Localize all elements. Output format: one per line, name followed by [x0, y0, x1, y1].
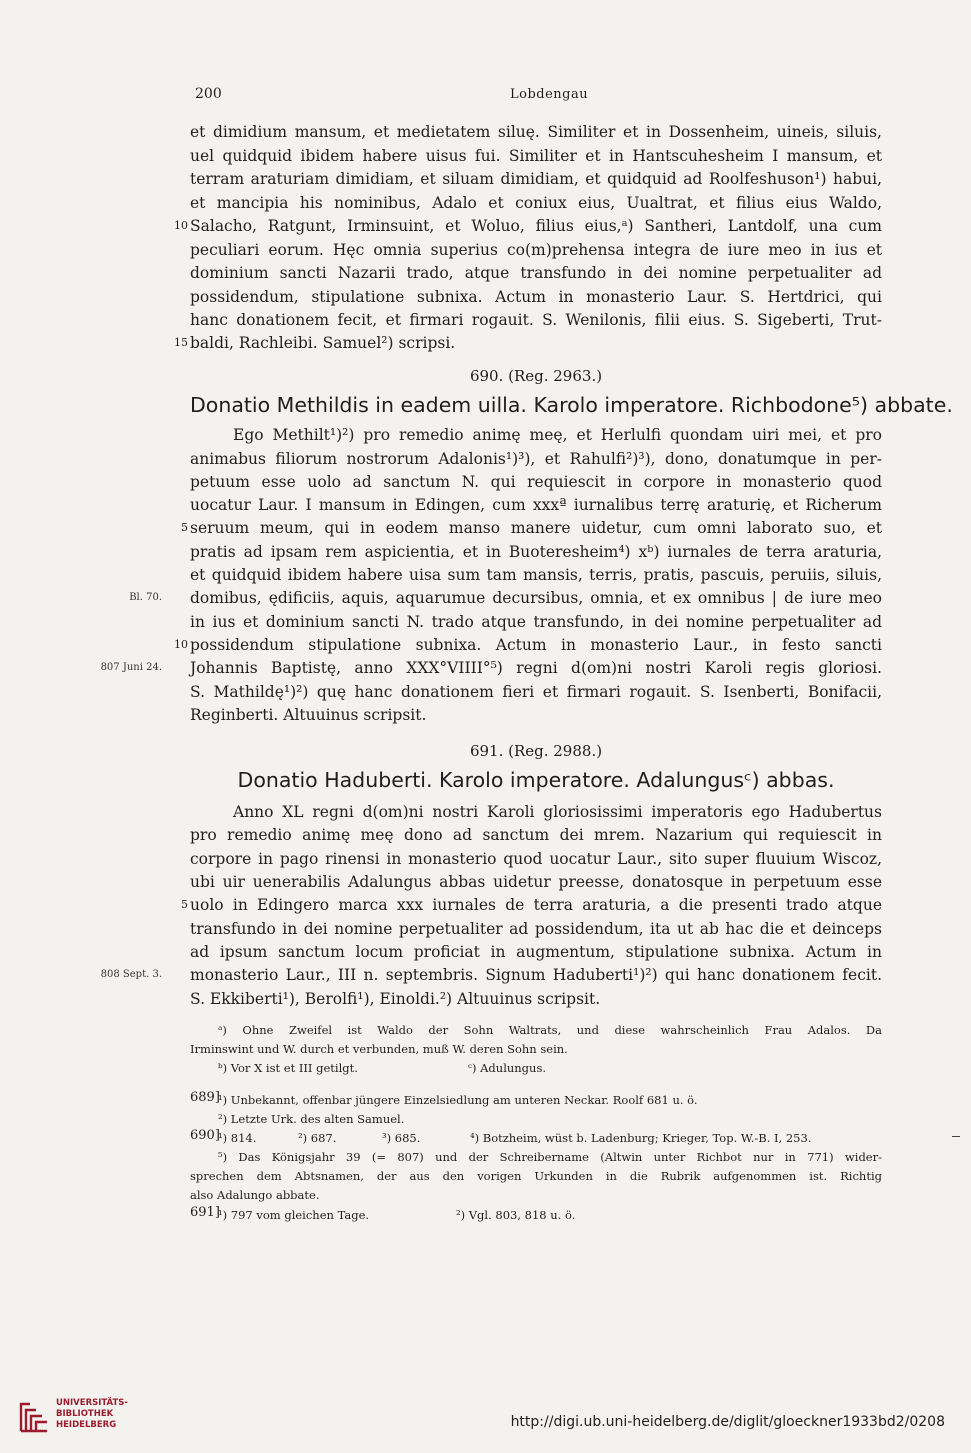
footnote-line: sprechen dem Abtsnamen, der aus den vorigen Urkunden in die Rubrik aufgenommen ist. Richtig [190, 1169, 882, 1183]
text-line: Anno XL regni d(om)ni nostri Karoli gloriosissimi imperatoris ego Hadubertus [233, 803, 882, 821]
footnote-line: ²) 687. [298, 1131, 337, 1145]
text-line: domibus, ędificiis, aquis, aquarumue decursibus, omnia, et ex omnibus | de iure meo [190, 589, 882, 607]
footnote-line: ⁵) Das Königsjahr 39 (= 807) und der Schreibername (Altwin unter Richbot nur in 771) wider- [218, 1150, 882, 1164]
footnote-line: ⁴) Botzheim, wüst b. Ladenburg; Krieger, Top. W.-B. I, 253. [470, 1131, 812, 1145]
note-group-label: 690] [190, 1128, 220, 1143]
document-title: Donatio Methildis in eadem uilla. Karolo imperatore. Richbodone⁵) abbate. [190, 393, 953, 417]
running-title: Lobdengau [510, 87, 589, 102]
text-line: Salacho, Ratgunt, Irminsuint, et Woluo, filius eius,ᵃ) Santheri, Lantdolf, una cum [190, 217, 882, 235]
text-line: Ego Methilt¹)²) pro remedio animę meę, et Herlulfi quondam uiri mei, et pro [233, 426, 882, 444]
text-line: hanc donationem fecit, et firmari rogauit. S. Wenilonis, filii eius. S. Sigeberti, Trut- [190, 311, 882, 329]
footnote-line: Irminswint und W. durch et verbunden, muß W. deren Sohn sein. [190, 1042, 568, 1056]
margin-date-note: 807 Juni 24. [100, 662, 162, 673]
text-line: S. Mathildę¹)²) quę hanc donationem fieri et firmari rogauit. S. Isenberti, Bonifacii, [190, 683, 882, 701]
source-url[interactable]: http://digi.ub.uni-heidelberg.de/diglit/gloeckner1933bd2/0208 [510, 1414, 945, 1430]
library-name-line: BIBLIOTHEK [56, 1409, 114, 1419]
library-name-line: UNIVERSITÄTS- [56, 1398, 128, 1408]
text-line: uel quidquid ibidem habere uisus fui. Similiter et in Hantscuhesheim I mansum, et [190, 147, 882, 165]
line-number: 5 [181, 521, 188, 534]
library-name [56, 1398, 128, 1431]
text-line: baldi, Rachleibi. Samuel²) scripsi. [190, 334, 456, 352]
text-line: S. Ekkiberti¹), Berolfi¹), Einoldi.²) Altuuinus scripsit. [190, 990, 601, 1008]
line-number: 5 [181, 898, 188, 911]
footnote-line: ¹) 814. [218, 1131, 257, 1145]
library-logo-icon [18, 1396, 50, 1434]
text-line: dominium sancti Nazarii trado, atque transfundo in dei nomine perpetualiter ad [190, 264, 882, 282]
text-line: Johannis Baptistę, anno XXX°VIIII°⁵) regni d(om)ni nostri Karoli regis gloriosi. [190, 659, 882, 677]
text-line: corpore in pago rinensi in monasterio quod uocatur Laur., sito super fluuium Wiscoz, [190, 850, 882, 868]
margin-date-note: 808 Sept. 3. [100, 969, 162, 980]
text-line: uocatur Laur. I mansum in Edingen, cum xxxª iurnalibus terrę araturię, et Richerum [190, 496, 882, 514]
text-line: peculiari eorum. Hęc omnia superius co(m)prehensa integra de iure meo in ius et [190, 241, 882, 259]
footnote-line: ³) 685. [382, 1131, 421, 1145]
margin-mark [952, 1136, 960, 1137]
note-group-label: 691] [190, 1205, 220, 1220]
text-line: seruum meum, qui in eodem manso manere uidetur, cum omni laborato suo, et [190, 519, 882, 537]
text-line: ad ipsum sanctum locum proficiat in augmentum, stipulatione subnixa. Actum in [190, 943, 882, 961]
text-line: et mancipia his nominibus, Adalo et coniux eius, Uualtrat, et filius eius Waldo, [190, 194, 882, 212]
document-number: 691. (Reg. 2988.) [469, 742, 603, 760]
footnote-line: also Adalungo abbate. [190, 1188, 320, 1202]
text-line: pro remedio animę meę dono ad sanctum dei mrem. Nazarium qui requiescit in [190, 826, 882, 844]
margin-folio-note: Bl. 70. [129, 592, 162, 603]
text-line: et dimidium mansum, et medietatem siluę. Similiter et in Dossenheim, uineis, siluis, [190, 123, 882, 141]
line-number: 10 [174, 638, 188, 651]
page-number: 200 [195, 86, 222, 102]
footnote-line: ᵃ) Ohne Zweifel ist Waldo der Sohn Waltrats, und diese wahrscheinlich Frau Adalos. Da [218, 1023, 882, 1037]
text-line: possidendum stipulatione subnixa. Actum in monasterio Laur., in festo sancti [190, 636, 882, 654]
text-line: ubi uir uenerabilis Adalungus abbas uidetur preesse, donatosque in perpetuum esse [190, 873, 882, 891]
text-line: possidendum, stipulatione subnixa. Actum in monasterio Laur. S. Hertdrici, qui [190, 288, 882, 306]
text-line: Reginberti. Altuuinus scripsit. [190, 706, 427, 724]
text-line: transfundo in dei nomine perpetualiter ad possidendum, ita ut ab hac die et deinceps [190, 920, 882, 938]
footnote-line: ᵇ) Vor X ist et III getilgt. [218, 1061, 358, 1075]
text-line: terram araturiam dimidiam, et siluam dimidiam, et quidquid ad Roolfeshuson¹) habui, [190, 170, 882, 188]
footnote-line: ᶜ) Adulungus. [468, 1061, 547, 1075]
footnote-line: ²) Letzte Urk. des alten Samuel. [218, 1112, 405, 1126]
library-name-line: HEIDELBERG [56, 1420, 117, 1430]
document-title: Donatio Haduberti. Karolo imperatore. Adalungusᶜ) abbas. [237, 768, 835, 792]
footnote-line: ¹) 797 vom gleichen Tage. [218, 1208, 370, 1222]
text-line: et quidquid ibidem habere uisa sum tam mansis, terris, pratis, pascuis, peruiis, siluis, [190, 566, 882, 584]
text-line: monasterio Laur., III n. septembris. Signum Haduberti¹)²) qui hanc donationem fecit. [190, 966, 882, 984]
text-line: in ius et dominium sancti N. trado atque transfundo, in dei nomine perpetualiter ad [190, 613, 882, 631]
line-number: 15 [174, 336, 188, 349]
line-number: 10 [174, 219, 188, 232]
footnote-line: ²) Vgl. 803, 818 u. ö. [456, 1208, 576, 1222]
text-line: animabus filiorum nostrorum Adalonis¹)³), et Rahulfi²)³), dono, donatumque in per- [190, 450, 882, 468]
document-number: 690. (Reg. 2963.) [469, 367, 603, 385]
note-group-label: 689] [190, 1090, 220, 1105]
text-line: uolo in Edingero marca xxx iurnales de terra araturia, a die presenti trado atque [190, 896, 882, 914]
footnote-line: ¹) Unbekannt, offenbar jüngere Einzelsiedlung am unteren Neckar. Roolf 681 u. ö. [218, 1093, 698, 1107]
text-line: petuum esse uolo ad sanctum N. qui requiescit in corpore in monasterio quod [190, 473, 882, 491]
text-line: pratis ad ipsam rem aspicientia, et in Buoteresheim⁴) xᵇ) iurnales de terra araturia, [190, 543, 882, 561]
